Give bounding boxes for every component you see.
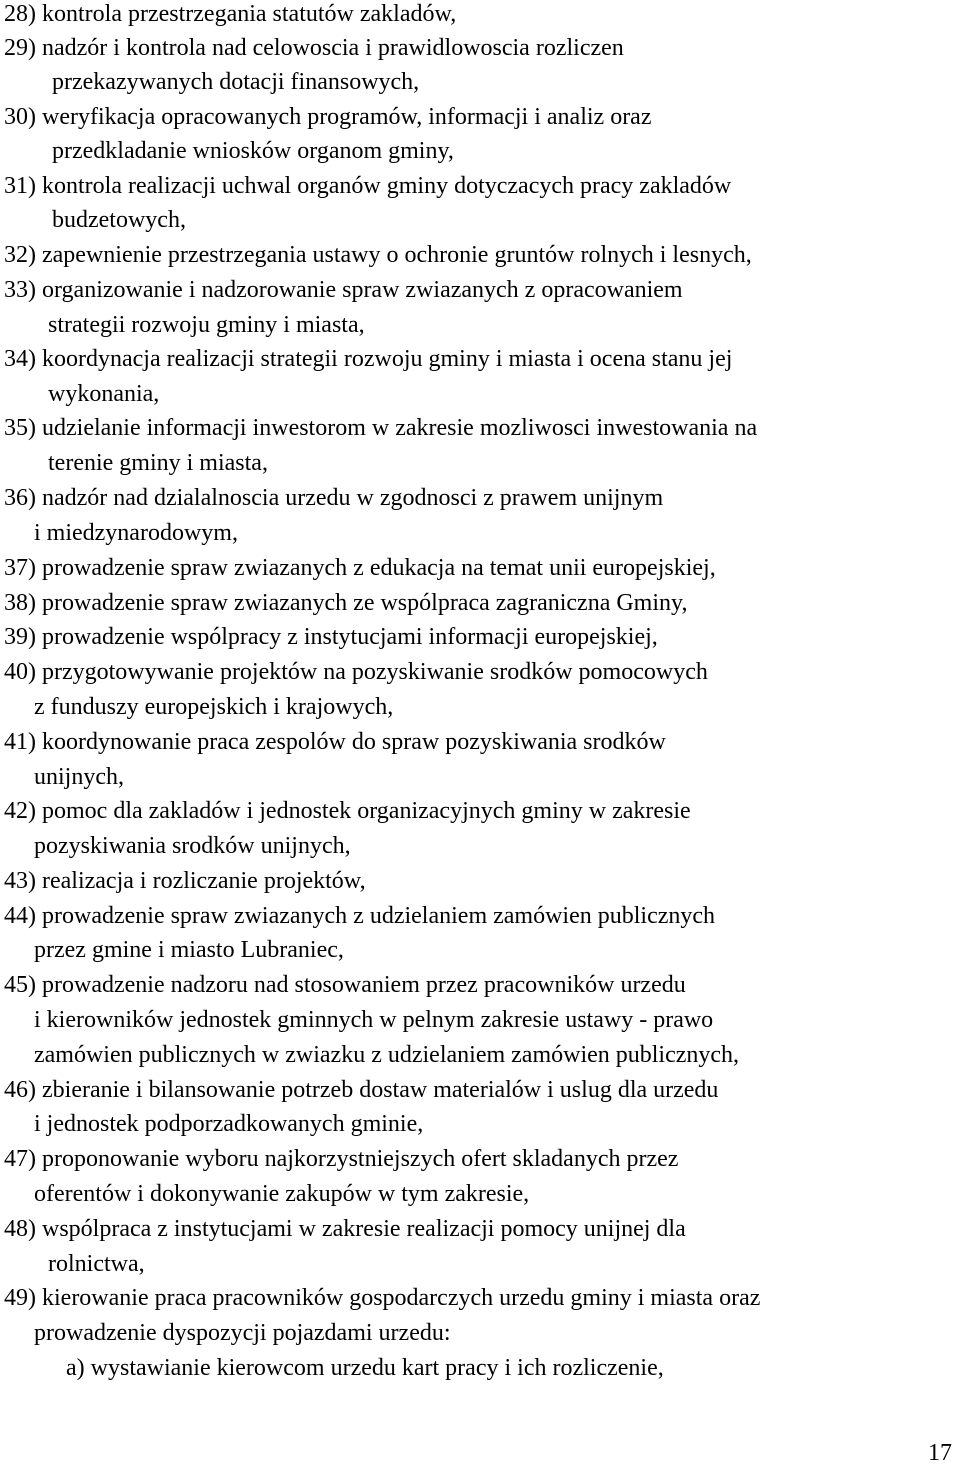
text-line: 40) przygotowywanie projektów na pozyskiwanie srodków pomocowych: [4, 659, 708, 685]
text-line: budzetowych,: [52, 207, 186, 233]
text-line: oferentów i dokonywanie zakupów w tym zakresie,: [34, 1181, 530, 1207]
text-line: 35) udzielanie informacji inwestorom w zakresie mozliwosci inwestowania na: [4, 415, 758, 441]
text-line: 30) weryfikacja opracowanych programów, informacji i analiz oraz: [4, 104, 652, 130]
text-line: 28) kontrola przestrzegania statutów zakladów,: [4, 1, 457, 27]
text-line: 47) proponowanie wyboru najkorzystniejszych ofert skladanych przez: [4, 1146, 679, 1172]
text-line: a) wystawianie kierowcom urzedu kart pracy i ich rozliczenie,: [66, 1355, 664, 1381]
text-line: przekazywanych dotacji finansowych,: [52, 69, 420, 95]
text-line: zamówien publicznych w zwiazku z udzielaniem zamówien publicznych,: [34, 1042, 740, 1068]
text-line: 45) prowadzenie nadzoru nad stosowaniem przez pracowników urzedu: [4, 972, 686, 998]
text-line: 38) prowadzenie spraw zwiazanych ze wspólpraca zagraniczna Gminy,: [4, 590, 688, 616]
text-line: 46) zbieranie i bilansowanie potrzeb dostaw materialów i uslug dla urzedu: [4, 1077, 719, 1103]
text-line: przez gmine i miasto Lubraniec,: [34, 937, 344, 963]
text-line: 29) nadzór i kontrola nad celowoscia i prawidlowoscia rozliczen: [4, 35, 624, 61]
text-line: 34) koordynacja realizacji strategii rozwoju gminy i miasta i ocena stanu jej: [4, 346, 733, 372]
text-line: 44) prowadzenie spraw zwiazanych z udzielaniem zamówien publicznych: [4, 903, 716, 929]
text-line: i jednostek podporzadkowanych gminie,: [34, 1111, 424, 1137]
text-line: 36) nadzór nad dzialalnoscia urzedu w zgodnosci z prawem unijnym: [4, 485, 664, 511]
text-line: z funduszy europejskich i krajowych,: [34, 694, 394, 720]
text-line: 49) kierowanie praca pracowników gospodarczych urzedu gminy i miasta oraz: [4, 1285, 761, 1311]
text-line: strategii rozwoju gminy i miasta,: [48, 312, 365, 338]
text-line: prowadzenie dyspozycji pojazdami urzedu:: [34, 1320, 451, 1346]
text-line: 33) organizowanie i nadzorowanie spraw zwiazanych z opracowaniem: [4, 277, 683, 303]
text-line: pozyskiwania srodków unijnych,: [34, 833, 351, 859]
text-line: terenie gminy i miasta,: [48, 450, 268, 476]
text-line: przedkladanie wniosków organom gminy,: [52, 138, 454, 164]
text-line: 48) wspólpraca z instytucjami w zakresie realizacji pomocy unijnej dla: [4, 1216, 686, 1242]
page-number: 17: [928, 1440, 952, 1466]
text-line: 31) kontrola realizacji uchwal organów gminy dotyczacych pracy zakladów: [4, 173, 732, 199]
text-line: 42) pomoc dla zakladów i jednostek organizacyjnych gminy w zakresie: [4, 798, 691, 824]
text-line: 39) prowadzenie wspólpracy z instytucjami informacji europejskiej,: [4, 624, 658, 650]
text-line: rolnictwa,: [48, 1251, 145, 1277]
text-line: i kierowników jednostek gminnych w pelnym zakresie ustawy - prawo: [34, 1007, 714, 1033]
text-line: unijnych,: [34, 764, 124, 790]
text-line: i miedzynarodowym,: [34, 520, 238, 546]
text-line: 32) zapewnienie przestrzegania ustawy o ochronie gruntów rolnych i lesnych,: [4, 242, 752, 268]
text-line: 43) realizacja i rozliczanie projektów,: [4, 868, 366, 894]
text-line: 41) koordynowanie praca zespolów do spraw pozyskiwania srodków: [4, 729, 666, 755]
text-line: wykonania,: [48, 381, 160, 407]
text-line: 37) prowadzenie spraw zwiazanych z edukacja na temat unii europejskiej,: [4, 555, 716, 581]
